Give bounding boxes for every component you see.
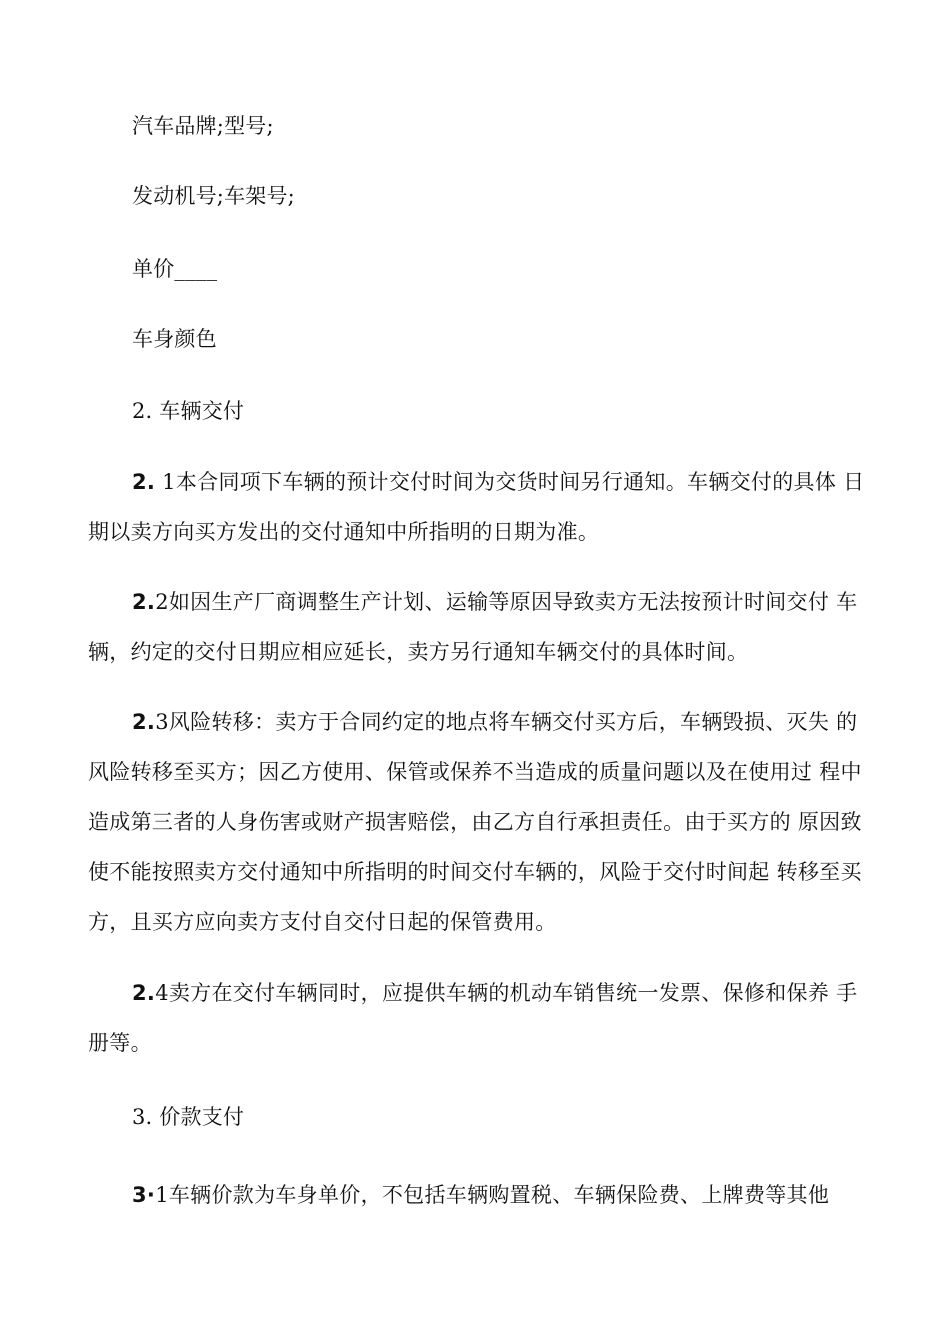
paragraph-text: 册等。	[88, 1031, 152, 1055]
body-color-line: 车身颜色	[132, 327, 217, 351]
paragraph-text: 方，且买方应向卖方支付自交付日起的保管费用。	[88, 910, 557, 934]
clause-number: 2.	[132, 710, 156, 734]
paragraph-text: 1车辆价款为车身单价，不包括车辆购置税、车辆保险费、上牌费等其他	[155, 1183, 830, 1207]
paragraph-text: 造成第三者的人身伤害或财产损害赔偿，由乙方自行承担责任。由于买方的 原因致	[88, 810, 862, 834]
paragraph-text: 1本合同项下车辆的预计交付时间为交货时间另行通知。车辆交付的具体 日	[155, 470, 865, 494]
paragraph-2-1	[88, 457, 876, 557]
clause-number: 2.	[132, 470, 156, 494]
clause-number: 2.	[132, 981, 156, 1005]
paragraph-text: 期以卖方向买方发出的交付通知中所指明的日期为准。	[88, 520, 600, 544]
clause-number: 2.	[132, 590, 156, 614]
engine-frame-line: 发动机号;车架号;	[132, 184, 295, 208]
paragraph-text: 风险转移至买方；因乙方使用、保管或保养不当造成的质量问题以及在使用过 程中	[88, 760, 862, 784]
paragraph-text: 辆，约定的交付日期应相应延长，卖方另行通知车辆交付的具体时间。	[88, 640, 749, 664]
section-3-title: 3. 价款支付	[132, 1105, 245, 1129]
paragraph-3-1	[88, 1170, 876, 1220]
section-2-title: 2. 车辆交付	[132, 399, 245, 423]
paragraph-2-4	[88, 968, 876, 1068]
paragraph-text: 使不能按照卖方交付通知中所指明的时间交付车辆的，风险于交付时间起 转移至买	[88, 860, 862, 884]
unit-price-line: 单价____	[132, 257, 218, 281]
paragraph-2-3	[88, 697, 876, 947]
paragraph-text: 2如因生产厂商调整生产计划、运输等原因导致卖方无法按预计时间交付 车	[155, 590, 858, 614]
brand-model-line: 汽车品牌;型号;	[132, 114, 274, 138]
paragraph-text: 4卖方在交付车辆同时，应提供车辆的机动车销售统一发票、保修和保养 手	[155, 981, 858, 1005]
paragraph-text: 3风险转移：卖方于合同约定的地点将车辆交付买方后，车辆毁损、灭失 的	[155, 710, 858, 734]
clause-number: 3·	[132, 1183, 156, 1207]
paragraph-2-2	[88, 577, 876, 677]
